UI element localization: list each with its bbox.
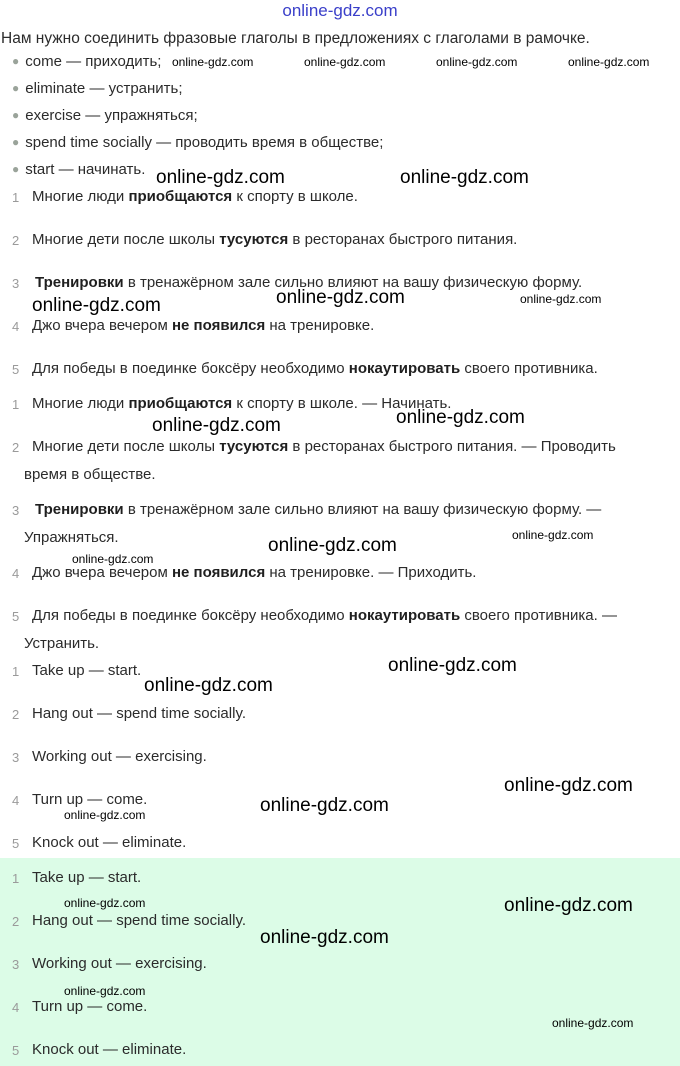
verb-item: ● eliminate — устранить;: [12, 80, 183, 97]
item-number: 2: [12, 440, 20, 455]
watermark: online-gdz.com: [64, 896, 146, 910]
answer-ru: Многие дети после школы тусуются в ресторанах быстрого питания. — Проводить: [32, 438, 616, 455]
watermark: online-gdz.com: [304, 55, 386, 69]
final-answer: Hang out — spend time socially.: [32, 912, 246, 929]
final-answer: Take up — start.: [32, 869, 142, 886]
watermark: online-gdz.com: [396, 407, 525, 428]
item-number: 5: [12, 609, 20, 624]
watermark: online-gdz.com: [504, 895, 633, 916]
item-number: 1: [12, 397, 20, 412]
answer-ru: Джо вчера вечером не появился на тренировке. — Приходить.: [32, 564, 477, 581]
sentence: Тренировки в тренажёрном зале сильно влияют на вашу физическую форму.: [35, 274, 583, 291]
answer-en: Hang out — spend time socially.: [32, 705, 246, 722]
final-answer: Working out — exercising.: [32, 955, 207, 972]
answer-ru-continuation: Упражняться.: [24, 529, 119, 546]
site-title[interactable]: online-gdz.com: [282, 1, 398, 20]
sentence: Джо вчера вечером не появился на тренировке.: [32, 317, 375, 334]
item-number: 2: [12, 233, 20, 248]
watermark: online-gdz.com: [156, 167, 285, 188]
watermark: online-gdz.com: [32, 295, 161, 316]
final-answer: Knock out — eliminate.: [32, 1041, 187, 1058]
watermark: online-gdz.com: [64, 984, 146, 998]
watermark: online-gdz.com: [172, 55, 254, 69]
task-intro: Нам нужно соединить фразовые глаголы в предложениях с глаголами в рамочке.: [1, 30, 590, 47]
watermark: online-gdz.com: [552, 1016, 634, 1030]
answer-ru-continuation: Устранить.: [24, 635, 100, 652]
watermark: online-gdz.com: [268, 535, 397, 556]
item-number: 4: [12, 793, 20, 808]
item-number: 1: [12, 871, 20, 886]
item-number: 2: [12, 707, 20, 722]
item-number: 4: [12, 566, 20, 581]
watermark: online-gdz.com: [400, 167, 529, 188]
watermark: online-gdz.com: [260, 795, 389, 816]
answer-ru-continuation: время в обществе.: [24, 466, 156, 483]
item-number: 3: [12, 957, 20, 972]
watermark: online-gdz.com: [436, 55, 518, 69]
item-number: 4: [12, 319, 20, 334]
watermark: online-gdz.com: [520, 292, 602, 306]
item-number: 5: [12, 836, 20, 851]
verb-item: ● start — начинать.: [12, 161, 146, 178]
verb-item: ● spend time socially — проводить время в обществе;: [12, 134, 384, 151]
bullet-icon: ●: [12, 54, 20, 68]
bullet-icon: ●: [12, 81, 20, 95]
watermark: online-gdz.com: [512, 528, 594, 542]
watermark: online-gdz.com: [568, 55, 650, 69]
item-number: 5: [12, 1043, 20, 1058]
item-number: 3: [12, 276, 20, 291]
final-answer: Turn up — come.: [32, 998, 148, 1015]
answer-ru: Для победы в поединке боксёру необходимо нокаутировать своего противника. —: [32, 607, 617, 624]
bullet-icon: ●: [12, 135, 20, 149]
watermark: online-gdz.com: [276, 287, 405, 308]
bullet-icon: ●: [12, 162, 20, 176]
sentence: Для победы в поединке боксёру необходимо нокаутировать своего противника.: [32, 360, 598, 377]
answer-ru: Тренировки в тренажёрном зале сильно влияют на вашу физическую форму. —: [35, 501, 602, 518]
item-number: 4: [12, 1000, 20, 1015]
bullet-icon: ●: [12, 108, 20, 122]
item-number: 1: [12, 664, 20, 679]
watermark: online-gdz.com: [144, 675, 273, 696]
watermark: online-gdz.com: [388, 655, 517, 676]
sentence: Многие дети после школы тусуются в ресторанах быстрого питания.: [32, 231, 518, 248]
verb-item: ● come — приходить;: [12, 53, 162, 70]
item-number: 5: [12, 362, 20, 377]
answer-en: Working out — exercising.: [32, 748, 207, 765]
answer-en: Knock out — eliminate.: [32, 834, 187, 851]
answer-en: Turn up — come.: [32, 791, 148, 808]
watermark: online-gdz.com: [260, 927, 389, 948]
item-number: 3: [12, 750, 20, 765]
watermark: online-gdz.com: [152, 415, 281, 436]
item-number: 1: [12, 190, 20, 205]
verb-item: ● exercise — упражняться;: [12, 107, 198, 124]
watermark: online-gdz.com: [64, 808, 146, 822]
sentence: Многие люди приобщаются к спорту в школе.: [32, 188, 358, 205]
watermark: online-gdz.com: [72, 552, 154, 566]
watermark: online-gdz.com: [504, 775, 633, 796]
item-number: 2: [12, 914, 20, 929]
answer-en: Take up — start.: [32, 662, 142, 679]
item-number: 3: [12, 503, 20, 518]
answer-ru: Многие люди приобщаются к спорту в школе. — Начинать.: [32, 395, 452, 412]
